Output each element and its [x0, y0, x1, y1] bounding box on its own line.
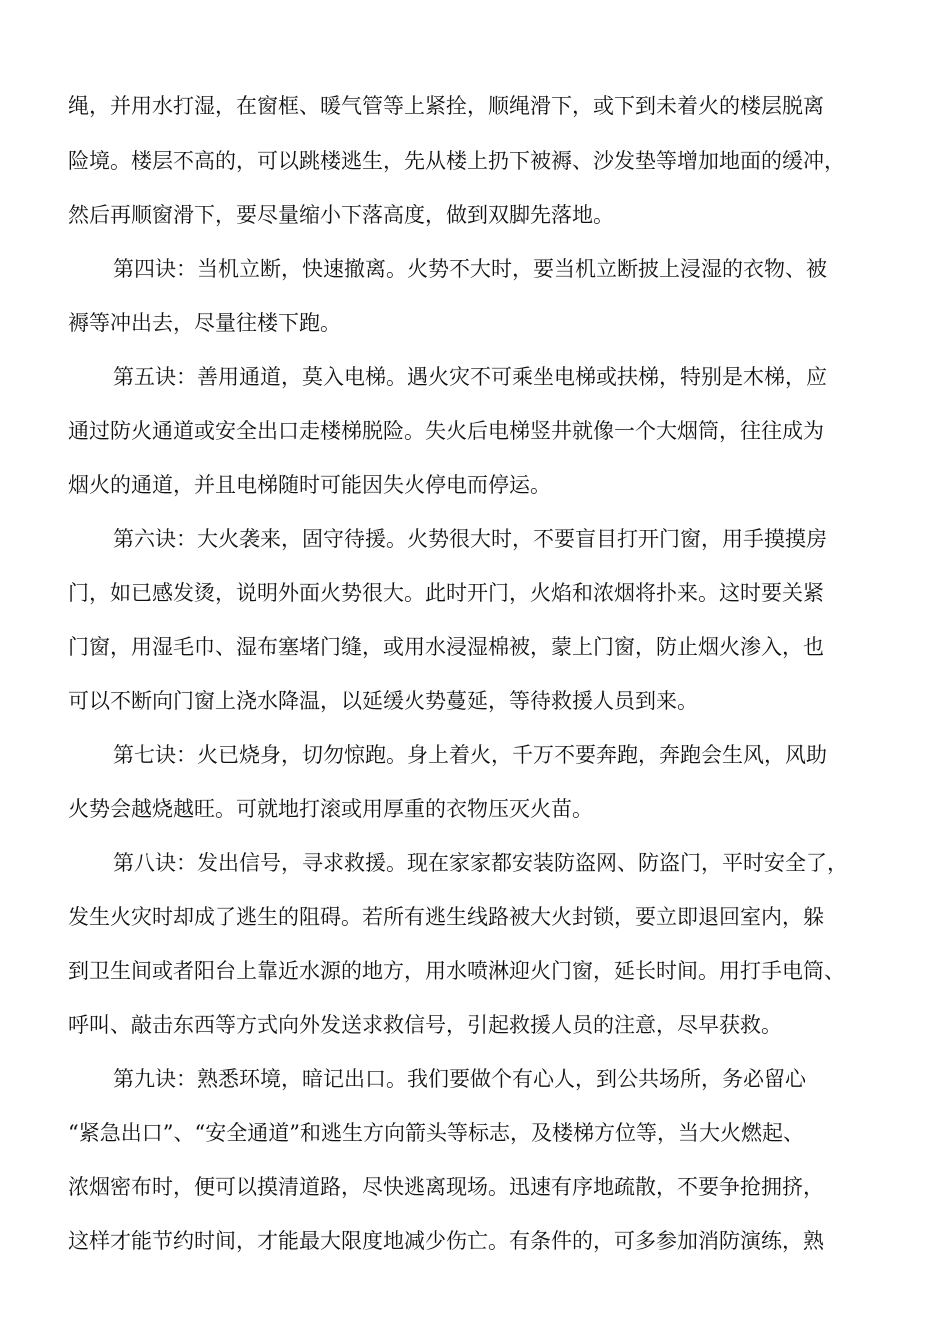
text-line: 浓烟密布时，便可以摸清道路，尽快逃离现场。迅速有序地疏散，不要争抢拥挤，	[68, 1175, 824, 1199]
text-line: 通过防火通道或安全出口走楼梯脱险。失火后电梯竖井就像一个大烟筒，往往成为	[68, 419, 824, 443]
text-line: 绳，并用水打湿，在窗框、暖气管等上紧拴，顺绳滑下，或下到未着火的楼层脱离	[68, 94, 824, 118]
text-line: 第九诀：熟悉环境，暗记出口。我们要做个有心人，到公共场所，务必留心	[113, 1067, 806, 1091]
text-line: 门窗，用湿毛巾、湿布塞堵门缝，或用水浸湿棉被，蒙上门窗，防止烟火渗入，也	[68, 635, 824, 659]
text-line: 险境。楼层不高的，可以跳楼逃生，先从楼上扔下被褥、沙发垫等增加地面的缓冲，	[68, 149, 845, 173]
text-line: 第六诀：大火袭来，固守待援。火势很大时，不要盲目打开门窗，用手摸摸房	[113, 527, 827, 551]
text-line: 烟火的通道，并且电梯随时可能因失火停电而停运。	[68, 473, 551, 497]
text-line: 门，如已感发烫，说明外面火势很大。此时开门，火焰和浓烟将扑来。这时要关紧	[68, 581, 824, 605]
text-line: 然后再顺窗滑下，要尽量缩小下落高度，做到双脚先落地。	[68, 203, 614, 227]
text-line: 第四诀：当机立断，快速撤离。火势不大时，要当机立断披上浸湿的衣物、被	[113, 257, 827, 281]
text-line: 褥等冲出去，尽量往楼下跑。	[68, 311, 341, 335]
text-line: 第八诀：发出信号，寻求救援。现在家家都安装防盗网、防盗门，平时安全了，	[113, 851, 848, 875]
text-line: 这样才能节约时间，才能最大限度地减少伤亡。有条件的，可多参加消防演练，熟	[68, 1229, 824, 1253]
text-line: 发生火灾时却成了逃生的阻碍。若所有逃生线路被大火封锁，要立即退回室内，躲	[68, 905, 824, 929]
text-line: “紧急出口”、“安全通道”和逃生方向箭头等标志，及楼梯方位等，当大火燃起、	[68, 1121, 804, 1145]
text-line: 到卫生间或者阳台上靠近水源的地方，用水喷淋迎火门窗，延长时间。用打手电筒、	[68, 959, 845, 983]
text-line: 火势会越烧越旺。可就地打滚或用厚重的衣物压灭火苗。	[68, 797, 593, 821]
text-line: 第七诀：火已烧身，切勿惊跑。身上着火，千万不要奔跑，奔跑会生风，风助	[113, 743, 827, 767]
text-line: 呼叫、敲击东西等方式向外发送求救信号，引起救援人员的注意，尽早获救。	[68, 1013, 782, 1037]
text-line: 第五诀：善用通道，莫入电梯。遇火灾不可乘坐电梯或扶梯，特别是木梯，应	[113, 365, 827, 389]
text-line: 可以不断向门窗上浇水降温，以延缓火势蔓延，等待救援人员到来。	[68, 689, 698, 713]
